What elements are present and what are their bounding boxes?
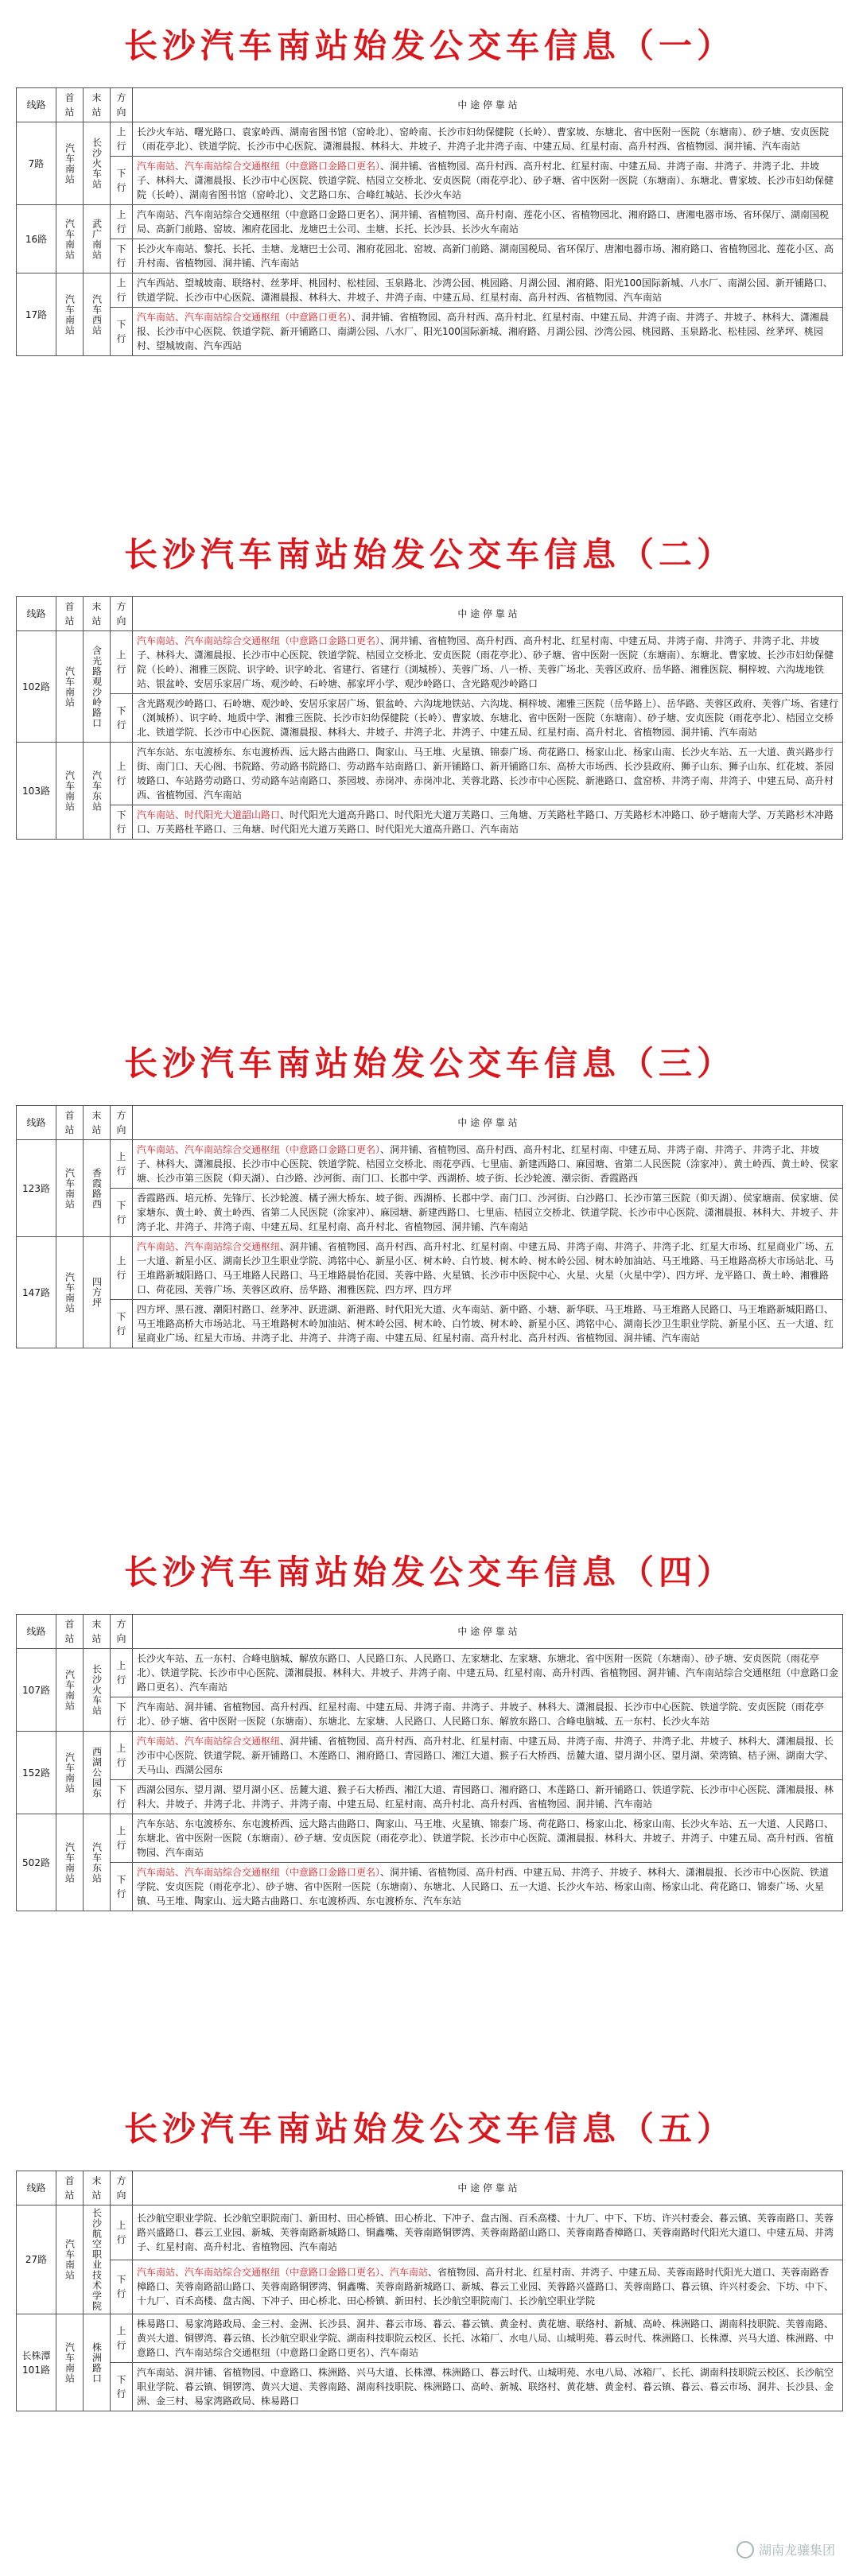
stops-text: 、洞井铺、省植物园、高升村西、高升村北、红星村南、中建五局、井湾子南、井湾子、井湾子北、井坡子、林科大、潇湘晨报、长沙市中心医院、铁道学院、新开铺路口、木莲路口、湘府路口、青园路口、湘江大道、猴子石大桥西、岳麓大道、望月湖小区、望月湖、荣湾镇、桔子洲、湖南大学、天马山、西湖公园东 <box>137 1736 834 1775</box>
stops-text: 汽车东站、东屯渡桥东、东屯渡桥西、远大路古曲路口、陶家山、马王堆、火星镇、锦泰广场、荷花路口、杨家山北、杨家山南、长沙火车站、五一大道、黄兴路步行街、南门口、天心阁、书院路、劳动路书院路口、劳动路车站南路口、新开铺路口、新开铺路口东、高桥大市场西、长沙县政府、狮子山东、狮子山东、红花坡、茶园坡路口、车站路劳动路口、劳动路车站南路口、茶园坡、赤岗冲、赤岗冲北、芙蓉北路、长沙市中心医院、新港路口、盘窑桥、井湾子南、井湾子、中建五局、高升村西、省植物园、汽车南站 <box>137 747 834 801</box>
route-start: 汽车南站 <box>56 2206 84 2314</box>
dir-down: 下行 <box>111 1300 133 1348</box>
table-header <box>17 597 843 631</box>
header-stops: 中 途 停 靠 站 <box>133 597 843 631</box>
dir-up: 上行 <box>111 1814 133 1863</box>
table-row <box>17 1732 843 1780</box>
stops-down <box>133 239 843 274</box>
stops-highlight: 汽车南站、汽车南站综合交通枢纽 <box>137 1241 281 1252</box>
stops-highlight: 汽车南站、时代阳光大道韶山路口 <box>137 809 281 821</box>
table-header <box>17 2171 843 2206</box>
dir-down: 下行 <box>111 1780 133 1814</box>
header-line: 线路 <box>17 88 56 122</box>
dir-down: 下行 <box>111 2363 133 2411</box>
stops-text: 含光路观沙岭路口、石岭塘、观沙岭、安居乐家居广场、银盆岭、六沟垅地铁站、六沟垅、桐梓坡、湘雅三医院（岳华路上）、岳华路、芙蓉区政府、芙蓉广场、省建行（浏城桥）、识字岭、地质中学、湘雅三医院、长沙市妇幼保健院（长岭）、曹家坡、东塘北、省中医附一医院（东塘南）、砂子塘、安贞医院（雨花亭北）、桔园立交桥北、铁道学院、长沙市中心医院、潇湘晨报、林科大、井坡子、井湾子北、井湾子、中建五局、红星村南、高升村北、省植物园、洞井铺、汽车南站 <box>137 698 839 738</box>
stops-highlight: 汽车南站、汽车南站综合交通枢纽（中意路口更名） <box>137 312 352 323</box>
dir-up: 上行 <box>111 2206 133 2260</box>
stops-down <box>133 805 843 840</box>
table-row <box>17 805 843 840</box>
header-dir: 方向 <box>111 2171 133 2206</box>
stops-text: 、洞井铺、省植物园、高升村西、高升村北、红星村南、中建五局、井湾子南、井湾子、井湾子北、井坡子、林科大、潇湘晨报、长沙市中心医院、铁道学院、桔园立交桥北、安贞医院（雨花亭北）、砂子塘、省中医附一医院（东塘南）、东塘北、曹家坡、长沙市妇幼保健院（长岭）、湘雅三医院、识字岭、识字岭北、省建行、省建行（浏城桥）、芙蓉广场、八一桥、芙蓉广场北、芙蓉区政府、岳华路、湘雅医院、桐梓坡、六沟垅地铁站、银盆岭、安居乐家居广场、观沙岭、石岭塘、郝家坪小学、观沙岭路口、含光路观沙岭路口 <box>137 635 834 689</box>
stops-text: 、洞井铺、省植物园、高升村西、高升村北、红星村南、中建五局、井湾子南、井湾子、井湾子北、井坡子、林科大、潇湘晨报、长沙市中心医院、铁道学院、桔园立交桥北、安贞医院（雨花亭北）、砂子塘、省中医附一医院（东塘南）、东塘北、曹家坡、长沙市妇幼保健院（长岭）、湖南省图书馆（窑岭北）、文艺路口东、合峰红城站、长沙火车站 <box>137 161 834 200</box>
header-stops: 中 途 停 靠 站 <box>133 1615 843 1649</box>
table-row <box>17 157 843 205</box>
table-row <box>17 2363 843 2411</box>
route-table <box>16 87 843 356</box>
section-title: 长沙汽车南站始发公交车信息（一） <box>123 26 735 65</box>
route-table <box>16 2171 843 2411</box>
stops-text: 西湖公园东、望月湖、望月湖小区、岳麓大道、猴子石大桥西、湘江大道、青园路口、湘府路口、木莲路口、新开铺路口、铁道学院、长沙市中心医院、潇湘晨报、林科大、井坡子、井湾子北、井湾子、井湾子南、中建五局、红星村南、高升村北、高升村西、省植物园、洞井铺、汽车南站 <box>137 1784 834 1810</box>
stops-text: 长沙航空职业学院、长沙航空职院南门、新田村、田心桥镇、田心桥北、下冲子、盘古阁、百禾高楼、十九厂、中下、下坊、许兴村委会、暮云镇、芙蓉南路口、芙蓉路兴盛路口、暮云工业园、新城、芙蓉南路新城路口、铜鑫嘴、芙蓉南路铜锣湾、芙蓉南路韶山路口、芙蓉南路香樟路口、芙蓉南路时代阳光大道口、中建五局、井湾子、红星村南、高升村北、省植物园、汽车南站 <box>137 2212 834 2252</box>
route-start: 汽车南站 <box>56 743 84 840</box>
dir-up: 上行 <box>111 1732 133 1780</box>
route-line: 17路 <box>17 274 56 356</box>
route-line: 502路 <box>17 1814 56 1911</box>
stops-down <box>133 2260 843 2314</box>
header-stops: 中 途 停 靠 站 <box>133 88 843 122</box>
table-row <box>17 1814 843 1863</box>
stops-down <box>133 694 843 743</box>
route-end: 四方坪 <box>84 1237 111 1348</box>
stops-text: 长沙火车站、五一东村、合峰电脑城、解放东路口、人民路口东、人民路口、左家塘北、左家塘、东塘北、省中医附一医院（东塘南）、砂子塘、安贞医院（雨花亭北）、铁道学院、长沙市中心医院、潇湘晨报、林科大、井坡子、井湾子南、中建五局、红星村南、高升村西、省植物园、洞井铺、汽车南站综合交通枢纽（中意路口金路口更名）、汽车南站 <box>137 1653 839 1693</box>
header-start: 首站 <box>56 597 84 631</box>
table-row <box>17 694 843 743</box>
dir-down: 下行 <box>111 1697 133 1732</box>
route-line: 103路 <box>17 743 56 840</box>
route-start: 汽车南站 <box>56 631 84 743</box>
route-table <box>16 1105 843 1348</box>
stops-text: 、洞井铺、省植物园、高升村西、中建五局、井湾子、井坡子、林科大、潇湘晨报、长沙市中心医院、铁道学院、安贞医院（雨花亭北）、砂子塘、省中医附一医院（东塘南）、东塘北、人民路口、五一大道、长沙火车站、杨家山南、杨家山北、荷花路口、锦泰广场、火星镇、马王堆、陶家山、远大路古曲路口、东屯渡桥西、东屯渡桥东、汽车东站 <box>137 1867 830 1907</box>
stops-highlight: 汽车南站、汽车南站综合交通枢纽 <box>137 1736 281 1747</box>
table-row <box>17 2260 843 2314</box>
table-row <box>17 631 843 694</box>
stops-highlight: 汽车南站、汽车南站综合交通枢纽（中意路口金路口更名）、汽车南站 <box>137 2267 429 2279</box>
header-line: 线路 <box>17 597 56 631</box>
stops-text: 汽车南站、洞井铺、省植物园、中意路口、株洲路、兴马大道、长株潭、株洲路口、暮云时代、山城明苑、水电八局、冰箱厂、长托、湖南科技职院云校区、长沙航空职业学院、暮云镇、铜锣湾、黄兴大道、芙蓉南路、湖南科技职院、株洲路口、高岭、新城、联络村、黄花塘、黄金村、暮云镇、暮云、暮云市场、洞井、长沙县、金洲、金三村、易家湾路政局、株易路口 <box>137 2367 834 2407</box>
section-title: 长沙汽车南站始发公交车信息（四） <box>123 1553 735 1592</box>
route-start: 汽车南站 <box>56 1814 84 1911</box>
header-end: 末站 <box>84 597 111 631</box>
route-start: 汽车南站 <box>56 1732 84 1814</box>
route-end: 汽车西站 <box>84 274 111 356</box>
section-title: 长沙汽车南站始发公交车信息（三） <box>123 1044 735 1083</box>
header-end: 末站 <box>84 88 111 122</box>
route-table <box>16 1614 843 1911</box>
header-start: 首站 <box>56 88 84 122</box>
stops-up <box>133 2206 843 2260</box>
header-stops: 中 途 停 靠 站 <box>133 1106 843 1140</box>
route-line: 27路 <box>17 2206 56 2314</box>
stops-text: 汽车西站、望城坡南、联络村、丝茅坪、桃园村、松桂园、玉泉路北、沙湾公园、桃园路、月湖公园、湘府路、阳光100国际新城、八水厂、南湖公园、新开铺路口、铁道学院、长沙市中心医院、潇湘晨报、林科大、井坡子、井湾子南、中建五局、红星村南、高升村西、省植物园、汽车南站 <box>137 277 833 303</box>
stops-text: 长沙火车站、曙光路口、袁家岭西、湖南省图书馆（窑岭北）、窑岭南、长沙市妇幼保健院（长岭）、曹家坡、东塘北、省中医附一医院（东塘南）、砂子塘、安贞医院（雨花亭北）、铁道学院、长沙市中心医院、潇湘晨报、林科大、井坡子、井湾子北井湾子南、中建五局、红星村南、高升村西、省植物园、洞井铺、汽车南站 <box>137 126 830 152</box>
stops-text: 、时代阳光大道高升路口、时代阳光大道万芙路口、三角塘、万芙路杜芊路口、万芙路杉木冲路口、砂子塘南大学、万芙路杉木冲路口、万芙路杜芊路口、三角塘、时代阳光大道万芙路口、时代阳光大道高升路口、汽车南站 <box>137 809 834 835</box>
stops-text: 长沙火车南站、黎托、长托、圭塘、龙塘巴士公司、湘府花园北、窑坡、高新门前路、湖南国税局、省环保厅、唐湘电器市场、湘府路口、省植物园北、莲花小区、高升村南、省植物园、洞井铺、汽车南站 <box>137 243 834 269</box>
route-line: 152路 <box>17 1732 56 1814</box>
route-start: 汽车南站 <box>56 205 84 274</box>
table-row <box>17 1780 843 1814</box>
route-end: 株洲路口 <box>84 2314 111 2411</box>
table-row <box>17 1697 843 1732</box>
stops-up <box>133 1649 843 1697</box>
route-line: 147路 <box>17 1237 56 1348</box>
route-line: 123路 <box>17 1140 56 1237</box>
stops-up <box>133 1814 843 1863</box>
stops-up <box>133 274 843 308</box>
section-5 <box>0 2083 859 2411</box>
table-row <box>17 308 843 356</box>
section-2 <box>0 509 859 840</box>
dir-up: 上行 <box>111 631 133 694</box>
section-title: 长沙汽车南站始发公交车信息（二） <box>123 535 735 574</box>
header-dir: 方向 <box>111 1615 133 1649</box>
stops-up <box>133 743 843 805</box>
watermark <box>737 2540 835 2559</box>
route-end: 长沙火车站 <box>84 122 111 205</box>
stops-down <box>133 1697 843 1732</box>
stops-down <box>133 1300 843 1348</box>
route-end: 含光路观沙岭路口 <box>84 631 111 743</box>
route-start: 汽车南站 <box>56 274 84 356</box>
stops-text: 、洞井铺、省植物园、高升村西、高升村北、红星村南、中建五局、井湾子南、井湾子、井湾子北、井坡子、林科大、潇湘晨报、长沙市中心医院、铁道学院、桔园立交桥北、雨花亭西、七里庙、新建西路口、麻园塘、省第二人民医院（涂家冲）、黄土岭西、黄土岭、侯家塘、长沙市第三医院（仰天湖）、白沙路、沙河街、南门口、长郡中学、西湖桥、坡子街、长沙轮渡、潮宗街、香霞路西 <box>137 1144 839 1184</box>
dir-down: 下行 <box>111 239 133 274</box>
stops-up <box>133 122 843 157</box>
route-end: 香霞路西 <box>84 1140 111 1237</box>
header-line: 线路 <box>17 1106 56 1140</box>
dir-up: 上行 <box>111 1237 133 1300</box>
route-table <box>16 596 843 840</box>
section-title: 长沙汽车南站始发公交车信息（五） <box>123 2109 735 2148</box>
dir-up: 上行 <box>111 1140 133 1189</box>
table-row <box>17 1189 843 1237</box>
table-row <box>17 1863 843 1911</box>
route-line: 长株潭101路 <box>17 2314 56 2411</box>
stops-text: 、洞井铺、省植物园、高升村西、高升村北、红星村南、中建五局、井湾子南、井湾子、井坡子、林科大、潇湘晨报、长沙市中心医院、铁道学院、新开铺路口、南湖公园、八水厂、阳光100国际新城、湘府路、月湖公园、沙湾公园、桃园路、玉泉路北、松桂园、丝茅坪、桃园村、望城坡南、汽车西站 <box>137 312 830 351</box>
table-row <box>17 274 843 308</box>
route-end: 长沙火车站 <box>84 1649 111 1732</box>
stops-text: 汽车南站、洞井铺、省植物园、高升村西、红星村南、中建五局、井湾子南、井湾子、井坡子、林科大、潇湘晨报、长沙市中心医院、铁道学院、安贞医院（雨花亭北）、砂子塘、省中医附一医院（东塘南）、东塘北、左家塘、人民路口、人民路口东、解放东路口、合峰电脑城、五一东村、长沙火车站 <box>137 1701 825 1727</box>
stops-up <box>133 2314 843 2363</box>
header-line: 线路 <box>17 1615 56 1649</box>
header-stops: 中 途 停 靠 站 <box>133 2171 843 2206</box>
table-row <box>17 1300 843 1348</box>
header-end: 末站 <box>84 1615 111 1649</box>
stops-text: 、洞井铺、省植物园、高升村西、高升村北、红星村南、中建五局、井湾子南、井湾子、井湾子北、红星大市场、红星商业广场、五一大道、新星小区、湖南长沙卫生职业学院、鸿铭中心、新星小区、树木岭、白竹坡、树木岭、树木岭公园、树木岭加油站、马王堆路、马王堆路高桥大市场站北、马王堆路新城阳路口、马王堆路人民路口、马王堆路晨怡花园、芙蓉中路、火星镇、长沙市中医院中心、火星、火星（火星中学）、四方坪、龙平路口、黄土岭、湘雅路口、荷花园、芙蓉广场、芙蓉区政府、岳华路、湘雅医院、四方坪、四方坪 <box>137 1241 834 1295</box>
stops-text: 汽车东站、东屯渡桥东、东屯渡桥西、远大路古曲路口、陶家山、马王堆、火星镇、锦泰广场、荷花路口、杨家山北、杨家山南、长沙火车站、五一大道、人民路口、东塘北、省中医附一医院（东塘南）、砂子塘、安贞医院（雨花亭北）、铁道学院、长沙市中心医院、潇湘晨报、林科大、井坡子、井湾子、中建五局、高升村西、省植物园、汽车南站 <box>137 1818 834 1858</box>
stops-text: 株易路口、易家湾路政局、金三村、金洲、长沙县、洞井、暮云市场、暮云、暮云镇、黄金村、黄花塘、联络村、新城、高岭、株洲路口、湖南科技职院、芙蓉南路、黄兴大道、铜锣湾、暮云镇、长沙航空职业学院、湖南科技职院云校区、长托、冰箱厂、水电八局、山城明苑、暮云时代、株洲路口、长株潭、兴马大道、株洲路、中意路口、汽车南站综合交通枢纽（中意路口金路口更名）、汽车南站 <box>137 2318 834 2358</box>
stops-up <box>133 631 843 694</box>
dir-up: 上行 <box>111 205 133 239</box>
route-start: 汽车南站 <box>56 2314 84 2411</box>
table-row <box>17 122 843 157</box>
header-dir: 方向 <box>111 597 133 631</box>
dir-down: 下行 <box>111 308 133 356</box>
table-row <box>17 1237 843 1300</box>
header-start: 首站 <box>56 1106 84 1140</box>
route-line: 16路 <box>17 205 56 274</box>
dir-down: 下行 <box>111 157 133 205</box>
dir-down: 下行 <box>111 694 133 743</box>
route-start: 汽车南站 <box>56 122 84 205</box>
header-start: 首站 <box>56 1615 84 1649</box>
stops-text: 香霞路西、培元桥、先锋厅、长沙轮渡、橘子洲大桥东、坡子街、西湖桥、长郡中学、南门口、沙河街、白沙路口、长沙市第三医院（仰天湖）、侯家塘南、侯家塘、侯家塘东、黄土岭、黄土岭西、省第二人民医院（涂家冲）、麻园塘、新建西路口、七里庙、桔园立交桥北、铁道学院、长沙市中心医院、潇湘晨报、林科大、井坡子、井湾子北、井湾子、井湾子南、中建五局、红星村南、高升村北、省植物园、洞井铺、汽车南站 <box>137 1193 839 1232</box>
stops-highlight: 汽车南站、汽车南站综合交通枢纽（中意路口金路口更名） <box>137 635 381 646</box>
dir-up: 上行 <box>111 1649 133 1697</box>
header-end: 末站 <box>84 2171 111 2206</box>
table-header <box>17 88 843 122</box>
route-line: 107路 <box>17 1649 56 1732</box>
stops-text: 、省植物园、高升村北、红星村南、井湾子、中建五局、芙蓉南路时代阳光大道口、芙蓉南路香樟路口、芙蓉南路韶山路口、芙蓉南路铜锣湾、铜鑫嘴、芙蓉南路新城路口、新城、暮云工业园、芙蓉路兴盛路口、芙蓉南路口、暮云镇、许兴村委会、下坊、中下、十九厂、百禾高楼、盘古阁、下冲子、田心桥北、田心桥镇、新田村、长沙航空职院南门、长沙航空职业学院 <box>137 2267 834 2307</box>
dir-up: 上行 <box>111 274 133 308</box>
route-end: 长沙航空职业技术学院 <box>84 2206 111 2314</box>
table-row <box>17 743 843 805</box>
stops-highlight: 汽车南站、汽车南站综合交通枢纽（中意路口金路口更名） <box>137 1867 381 1878</box>
dir-down: 下行 <box>111 1863 133 1911</box>
route-end: 汽车东站 <box>84 743 111 840</box>
stops-up <box>133 1237 843 1300</box>
table-row <box>17 1140 843 1189</box>
stops-down <box>133 2363 843 2411</box>
section-3 <box>0 1018 859 1348</box>
header-dir: 方向 <box>111 88 133 122</box>
table-header <box>17 1106 843 1140</box>
table-row <box>17 239 843 274</box>
header-start: 首站 <box>56 2171 84 2206</box>
route-start: 汽车南站 <box>56 1140 84 1237</box>
route-line: 102路 <box>17 631 56 743</box>
header-line: 线路 <box>17 2171 56 2206</box>
dir-down: 下行 <box>111 1189 133 1237</box>
stops-up <box>133 205 843 239</box>
dir-up: 上行 <box>111 743 133 805</box>
table-row <box>17 1649 843 1697</box>
route-start: 汽车南站 <box>56 1237 84 1348</box>
stops-highlight: 汽车南站、汽车南站综合交通枢纽（中意路口金路口更名） <box>137 161 381 172</box>
stops-up <box>133 1732 843 1780</box>
route-end: 西湖公园东 <box>84 1732 111 1814</box>
route-end: 汽车东站 <box>84 1814 111 1911</box>
table-row <box>17 2314 843 2363</box>
dir-up: 上行 <box>111 122 133 157</box>
table-row <box>17 205 843 239</box>
dir-down: 下行 <box>111 805 133 840</box>
stops-down <box>133 1189 843 1237</box>
route-start: 汽车南站 <box>56 1649 84 1732</box>
route-line: 7路 <box>17 122 56 205</box>
section-1 <box>0 0 859 356</box>
table-row <box>17 2206 843 2260</box>
stops-down <box>133 157 843 205</box>
dir-down: 下行 <box>111 2260 133 2314</box>
header-end: 末站 <box>84 1106 111 1140</box>
header-dir: 方向 <box>111 1106 133 1140</box>
stops-text: 汽车南站、汽车南站综合交通枢纽（中意路口金路口更名）、洞井铺、省植物园、高升村南、莲花小区、省植物园北、湘府路口、唐湘电器市场、省环保厅、湖南国税局、高新门前路、窑坡、湘府花园北、龙塘巴士公司、圭塘、长托、长沙县、长沙火车南站 <box>137 209 830 235</box>
table-header <box>17 1615 843 1649</box>
section-4 <box>0 1527 859 1911</box>
watermark-text: 湖南龙骧集团 <box>758 2543 835 2558</box>
stops-text: 四方坪、黑石渡、潮阳村路口、丝茅冲、跃进湖、新港路、时代阳光大道、火车南站、新中路、小塘、新华联、马王堆路、马王堆路人民路口、马王堆路新城阳路口、马王堆路高桥大市场站北、马王堆路树木岭加油站、树木岭公园、树木岭、白竹坡、树木岭、新星小区、鸿铭中心、湖南长沙卫生职业学院、新星小区、五一大道、红星商业广场、红星大市场、井湾子北、井湾子、井湾子南、中建五局、红星村南、高升村北、高升村西、省植物园、洞井铺、汽车南站 <box>137 1304 834 1344</box>
dir-up: 上行 <box>111 2314 133 2363</box>
wechat-icon <box>737 2541 754 2559</box>
stops-highlight: 汽车南站、汽车南站综合交通枢纽（中意路口金路口更名） <box>137 1144 381 1155</box>
stops-down <box>133 308 843 356</box>
stops-up <box>133 1140 843 1189</box>
stops-down <box>133 1863 843 1911</box>
stops-down <box>133 1780 843 1814</box>
route-end: 武广南站 <box>84 205 111 274</box>
